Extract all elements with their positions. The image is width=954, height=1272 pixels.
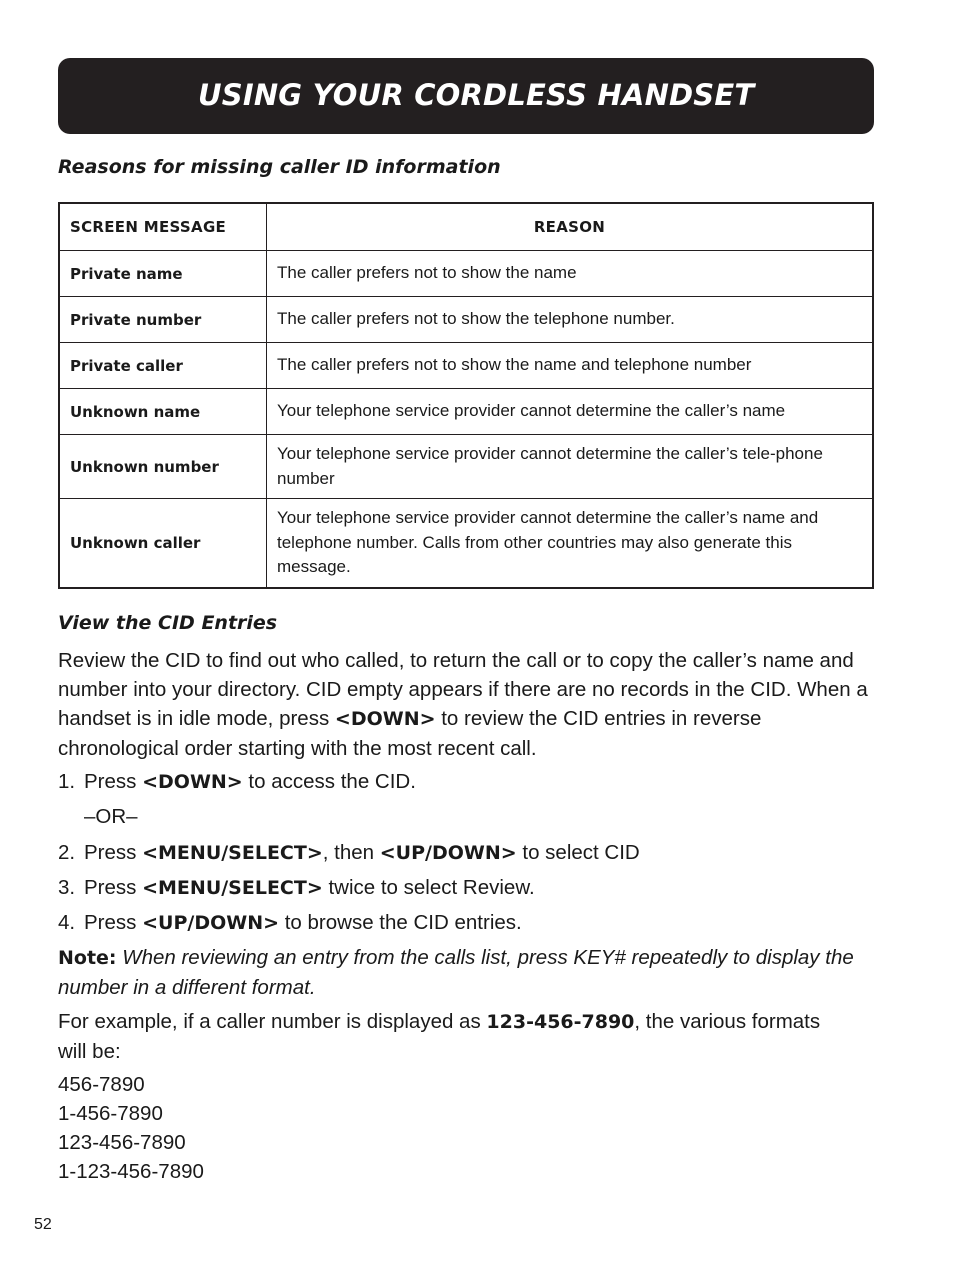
example-paragraph: For example, if a caller number is displayed as 123-456-7890, the various formats will be: xyxy=(58,1010,821,1063)
list-item-step-4: 4. Press <UP/DOWN> to browse the CID entries. xyxy=(58,911,522,934)
example-number: 123-456-7890 xyxy=(486,1011,635,1033)
down-key-label: <DOWN> xyxy=(334,708,436,730)
view-cid-entries-heading: View the CID Entries xyxy=(58,612,278,634)
screen-message-cell: Unknown name xyxy=(59,389,267,435)
table-row xyxy=(59,251,873,297)
format-line: 1-456-7890 xyxy=(58,1102,163,1125)
list-item-step-1: 1. Press <DOWN> to access the CID. xyxy=(58,770,416,793)
screen-message-cell: Private number xyxy=(59,297,267,343)
screen-message-cell: Unknown caller xyxy=(59,499,267,588)
or-separator: –OR– xyxy=(84,805,138,828)
up-down-key-label: <UP/DOWN> xyxy=(379,842,517,864)
up-down-key-label: <UP/DOWN> xyxy=(142,912,280,934)
screen-message-cell: Private caller xyxy=(59,343,267,389)
note-paragraph: Note: When reviewing an entry from the calls list, press KEY# repeatedly to display the number in a different format. xyxy=(58,946,854,999)
reason-cell: Your telephone service provider cannot determine the caller’s name xyxy=(267,389,874,435)
menu-select-key-label: <MENU/SELECT> xyxy=(142,877,323,899)
reason-cell: The caller prefers not to show the telephone number. xyxy=(267,297,874,343)
table-row xyxy=(59,343,873,389)
page-title: USING YOUR CORDLESS HANDSET xyxy=(198,78,755,112)
format-line: 456-7890 xyxy=(58,1073,145,1096)
reason-cell: Your telephone service provider cannot determine the caller’s tele-phone number xyxy=(267,435,874,499)
table-header-row xyxy=(59,203,873,251)
note-label: Note: xyxy=(58,947,117,969)
table-row xyxy=(59,389,873,435)
menu-select-key-label: <MENU/SELECT> xyxy=(142,842,323,864)
reason-cell: The caller prefers not to show the name and telephone number xyxy=(267,343,874,389)
table-row xyxy=(59,297,873,343)
screen-message-cell: Unknown number xyxy=(59,435,267,499)
table-row xyxy=(59,435,873,499)
cid-intro-paragraph: Review the CID to find out who called, to return the call or to copy the caller’s name and number into your directory. CID empty appears if there are no records in the CID. When a handset is in idle mode, press <DOWN> to review the CID entries in reverse chronological order starting with the most recent call. xyxy=(58,649,868,760)
reason-cell: The caller prefers not to show the name xyxy=(267,251,874,297)
table-row xyxy=(59,499,873,588)
missing-caller-id-heading: Reasons for missing caller ID information xyxy=(58,156,501,178)
list-item-step-3: 3. Press <MENU/SELECT> twice to select Review. xyxy=(58,876,535,899)
caller-id-reasons-table xyxy=(58,202,874,589)
down-key-label: <DOWN> xyxy=(142,771,243,793)
screen-message-cell: Private name xyxy=(59,251,267,297)
reason-cell: Your telephone service provider cannot determine the caller’s name and telephone number. Calls from other countries may also generate this message. xyxy=(267,499,874,588)
page-number: 52 xyxy=(34,1216,52,1233)
list-item-step-2: 2. Press <MENU/SELECT>, then <UP/DOWN> to select CID xyxy=(58,841,640,864)
format-line: 123-456-7890 xyxy=(58,1131,186,1154)
column-header-reason: REASON xyxy=(267,203,874,251)
column-header-screen-message: SCREEN MESSAGE xyxy=(59,203,267,251)
format-line: 1-123-456-7890 xyxy=(58,1160,204,1183)
section-header-bar xyxy=(58,58,874,134)
